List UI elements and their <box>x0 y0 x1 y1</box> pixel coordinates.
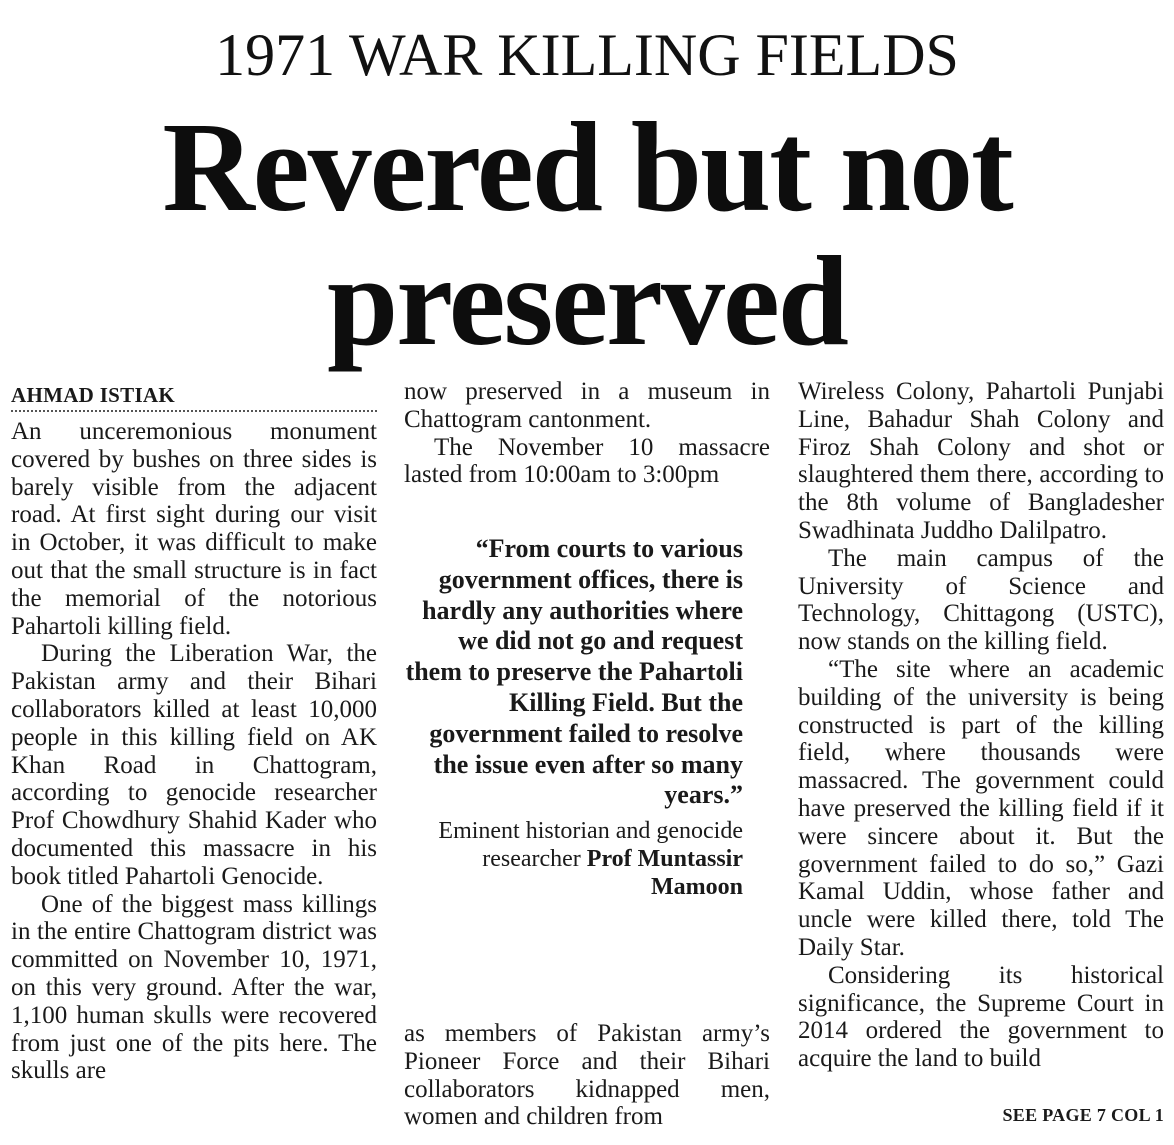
pull-quote-attribution <box>404 817 743 901</box>
article-column-1 <box>11 378 377 1138</box>
paragraph: The main campus of the University of Science and Technology, Chittagong (USTC), now stands on the killing field. <box>798 544 1164 656</box>
article-column-3 <box>798 378 1164 1138</box>
paragraph: as members of Pakistan army’s Pioneer Force and their Bihari collaborators kidnapped men, women and children from <box>404 1020 770 1131</box>
article-headline: Revered but not preserved <box>162 96 1012 372</box>
paragraph: Wireless Colony, Pahartoli Punjabi Line, Bahadur Shah Colony and Firoz Shah Colony and shot or slaughtered them there, according to the 8th volume of Bangladesher Swadhinata Juddho Dalilpatro. <box>798 378 1164 544</box>
paragraph: An unceremonious monument covered by bushes on three sides is barely visible from the adjacent road. At first sight during our visit in October, it was difficult to make out that the small structure is in fact the memorial of the notorious Pahartoli killing field. <box>11 418 377 640</box>
column-2-bottom <box>404 1020 770 1131</box>
paragraph: During the Liberation War, the Pakistan army and their Bihari collaborators killed at least 10,000 people in this killing field on AK Khan Road in Chattogram, according to genocide researcher Prof Chowdhury Shahid Kader who documented this massacre in his book titled Pahartoli Genocide. <box>11 640 377 890</box>
byline: AHMAD ISTIAK <box>11 380 377 412</box>
pull-quote <box>404 534 770 1014</box>
pull-quote-text: “From courts to various government offices, there is hardly any authorities where we did not go and request them to preserve the Pahartoli Killing Field. But the government failed to resolve the issue even after so many years.” <box>405 534 743 810</box>
article-column-2 <box>404 378 770 1138</box>
attribution-name: Prof Muntassir Mamoon <box>586 846 743 901</box>
paragraph: Considering its historical significance, the Supreme Court in 2014 ordered the government to acquire the land to build <box>798 961 1164 1073</box>
section-kicker: 1971 WAR KILLING FIELDS <box>215 22 959 88</box>
paragraph: “The site where an academic building of the university is being constructed is part of the killing field, where thousands were massacred. The government could have preserved the killing field if it were sincere about it. But the government failed to do so,” Gazi Kamal Uddin, whose father and uncle were killed there, told The Daily Star. <box>798 655 1164 961</box>
paragraph: One of the biggest mass killings in the entire Chattogram district was committed on November 10, 1971, on this very ground. After the war, 1,100 human skulls were recovered from just one of the pits here. The skulls are <box>11 890 377 1085</box>
column-2-top <box>404 378 770 498</box>
continued-jump-line[interactable]: SEE PAGE 7 COL 1 <box>1002 1105 1164 1126</box>
attribution-title: Eminent historian and genocide researcher <box>438 818 743 873</box>
paragraph: now preserved in a museum in Chattogram cantonment. <box>404 378 770 433</box>
paragraph: The November 10 massacre lasted from 10:00am to 3:00pm <box>404 433 770 489</box>
